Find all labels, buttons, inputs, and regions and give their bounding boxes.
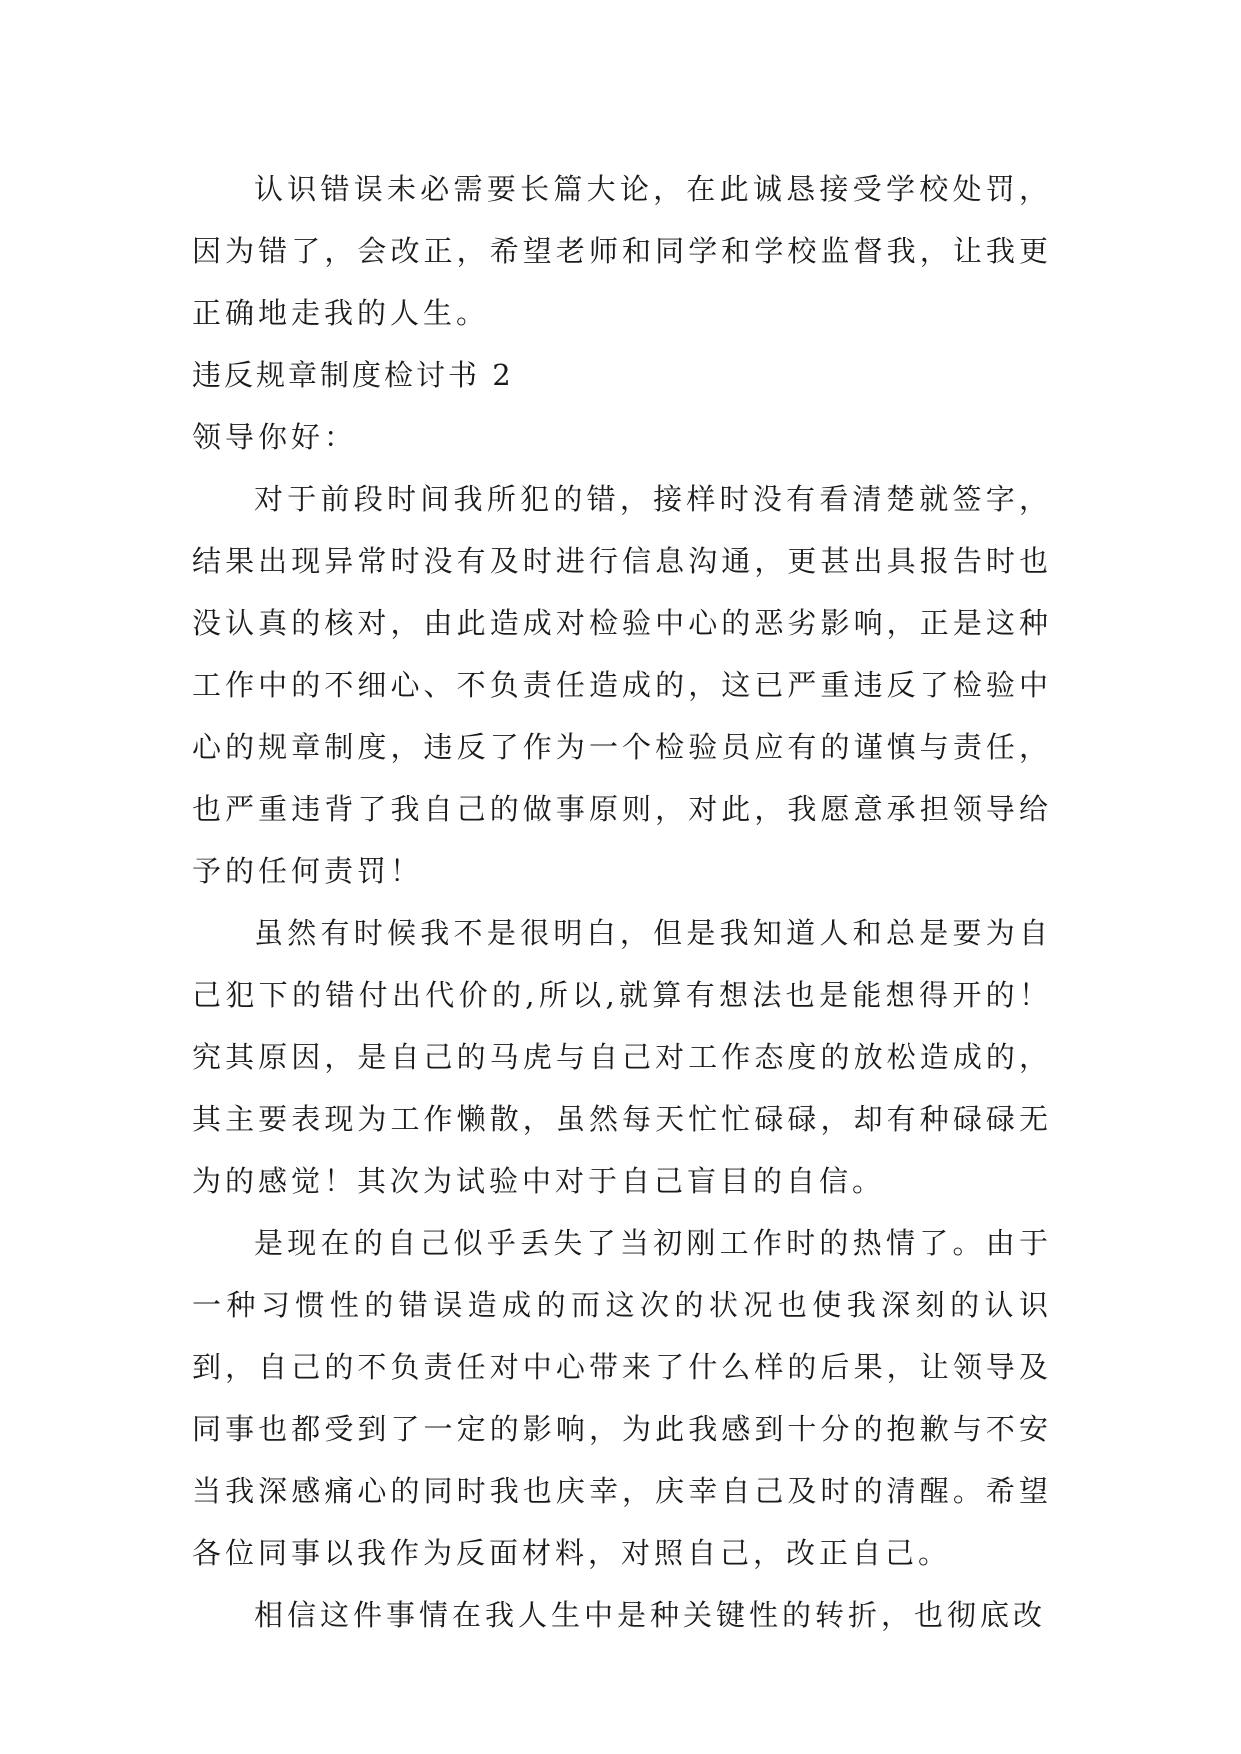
paragraph-intro: 认识错误未必需要长篇大论，在此诚恳接受学校处罚，因为错了，会改正，希望老师和同学和学校监督我，让我更正确地走我的人生。 xyxy=(192,172,1052,330)
document-body xyxy=(192,158,1052,1646)
paragraph-body-4: 相信这件事情在我人生中是种关键性的转折，也彻底改 xyxy=(254,1598,1047,1632)
paragraph-body-2: 虽然有时候我不是很明白，但是我知道人和总是要为自己犯下的错付出代价的,所以,就算有想法也是能想得开的！究其原因，是自己的马虎与自己对工作态度的放松造成的，其主要表现为工作懒散，虽然每天忙忙碌碌，却有种碌碌无为的感觉！其次为试验中对于自己盲目的自信。 xyxy=(192,916,1052,1198)
section-title: 违反规章制度检讨书 2 xyxy=(192,358,514,392)
paragraph-body-3: 是现在的自己似乎丢失了当初刚工作时的热情了。由于一种习惯性的错误造成的而这次的状况也使我深刻的认识到，自己的不负责任对中心带来了什么样的后果，让领导及同事也都受到了一定的影响，为此我感到十分的抱歉与不安当我深感痛心的同时我也庆幸，庆幸自己及时的清醒。希望各位同事以我作为反面材料，对照自己，改正自己。 xyxy=(192,1226,1052,1570)
paragraph-body-1: 对于前段时间我所犯的错，接样时没有看清楚就签字，结果出现异常时没有及时进行信息沟通，更甚出具报告时也没认真的核对，由此造成对检验中心的恶劣影响，正是这种工作中的不细心、不负责任造成的，这已严重违反了检验中心的规章制度，违反了作为一个检验员应有的谨慎与责任，也严重违背了我自己的做事原则，对此，我愿意承担领导给予的任何责罚！ xyxy=(192,482,1052,888)
salutation: 领导你好： xyxy=(192,420,358,454)
